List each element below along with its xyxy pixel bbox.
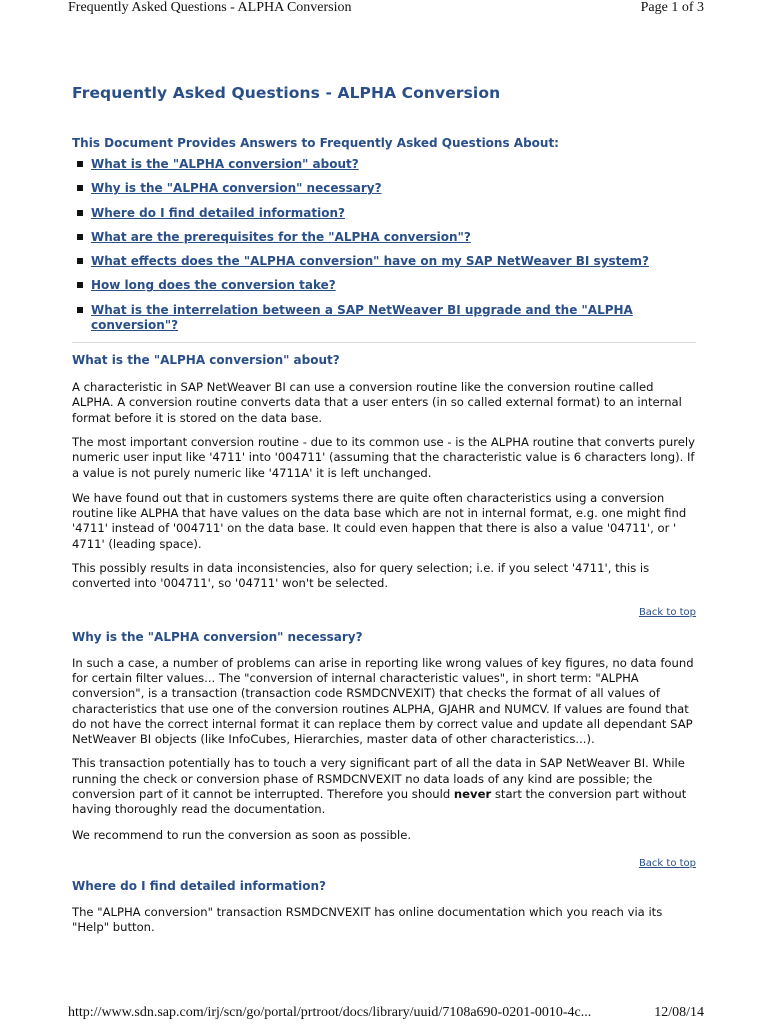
- page-title: Frequently Asked Questions - ALPHA Conversion: [72, 84, 501, 102]
- print-header: [68, 0, 704, 20]
- table-of-contents: [72, 157, 696, 333]
- paragraph: We have found out that in customers systems there are quite often characteristics using a conversion routine like ALPHA that have values on the data base which are not in internal format, e.g. one might find '4711' instead of '004711' on the data base. It could even happen that there is also a value '04711', or ' 4711' (leading space).: [72, 490, 687, 551]
- toc-item: [72, 181, 696, 196]
- section-heading-alpha-about: What is the "ALPHA conversion" about?: [72, 353, 340, 368]
- print-header-title: Frequently Asked Questions - ALPHA Conversion: [68, 0, 352, 15]
- toc-item: [72, 206, 696, 221]
- paragraph: This possibly results in data inconsistencies, also for query selection; i.e. if you select '4711', this is converted into '004711', so '04711' won't be selected.: [72, 561, 650, 591]
- toc-link-alpha-necessary[interactable]: Why is the "ALPHA conversion" necessary?: [91, 181, 382, 196]
- back-to-top: [72, 858, 696, 869]
- square-bullet-icon: [77, 210, 83, 216]
- square-bullet-icon: [77, 234, 83, 240]
- section-heading-alpha-necessary: Why is the "ALPHA conversion" necessary?: [72, 629, 363, 644]
- paragraph-text: This transaction potentially has to touch a very significant part of all the data in SAP NetWeaver BI. While running the check or conversion phase of RSMDCNVEXIT no data loads of any kind are possible; the conversion part of it cannot be interrupted. Therefore you should: [72, 756, 685, 802]
- square-bullet-icon: [77, 307, 83, 313]
- toc-item: [72, 254, 696, 269]
- section-divider: [72, 342, 696, 343]
- back-to-top-link[interactable]: Back to top: [638, 857, 696, 869]
- print-header-page-number: Page 1 of 3: [640, 0, 704, 15]
- square-bullet-icon: [77, 185, 83, 191]
- paragraph: In such a case, a number of problems can arise in reporting like wrong values of key figures, no data found for certain filter values... The "conversion of internal characteristic values", in short term: "ALPHA conversion", is a transaction (transaction code RSMDCNVEXIT) that checks the format of all values of characteristics that use one of the conversion routines ALPHA, GJAHR and NUMCV. If values are found that do not have the correct internal format it can replace them by correct value and update all dependant SAP NetWeaver BI objects (like InfoCubes, Hierarchies, master data of other characteristics...).: [72, 655, 694, 747]
- print-footer-url: http://www.sdn.sap.com/irj/scn/go/portal/prtroot/docs/library/uuid/7108a690-0201-0010-4c...: [68, 1005, 592, 1020]
- paragraph: We recommend to run the conversion as soon as possible.: [72, 827, 412, 842]
- toc-link-effects[interactable]: What effects does the "ALPHA conversion" have on my SAP NetWeaver BI system?: [91, 254, 649, 269]
- document-body: [72, 84, 696, 936]
- toc-link-prerequisites[interactable]: What are the prerequisites for the "ALPHA conversion"?: [91, 229, 471, 244]
- toc-link-alpha-about[interactable]: What is the "ALPHA conversion" about?: [91, 157, 359, 171]
- toc-item: [72, 278, 696, 293]
- paragraph: The "ALPHA conversion" transaction RSMDCNVEXIT has online documentation which you reach via its "Help" button.: [72, 904, 663, 935]
- square-bullet-icon: [77, 282, 83, 288]
- print-footer-date: 12/08/14: [654, 1005, 704, 1020]
- print-footer: [68, 1005, 704, 1024]
- back-to-top: [72, 607, 696, 618]
- paragraph: A characteristic in SAP NetWeaver BI can use a conversion routine like the conversion routine called ALPHA. A conversion routine converts data that a user enters (in so called external format) to an internal format before it is stored on the data base.: [72, 380, 682, 425]
- paragraph: The most important conversion routine - due to its common use - is the ALPHA routine that converts purely numeric user input like '4711' into '004711' (assuming that the characteristic value is 6 characters long). If a value is not purely numeric like '4711A' it is left unchanged.: [72, 434, 695, 480]
- back-to-top-link[interactable]: Back to top: [638, 606, 696, 618]
- paragraph: [72, 756, 696, 817]
- square-bullet-icon: [77, 258, 83, 264]
- toc-item: [72, 157, 696, 172]
- toc-item: [72, 230, 696, 245]
- toc-item: [72, 303, 696, 333]
- paragraph-text: start the conversion part without having thoroughly read the documentation.: [72, 787, 687, 817]
- section-heading-detailed-info: Where do I find detailed information?: [72, 878, 326, 893]
- toc-link-detailed-info[interactable]: Where do I find detailed information?: [91, 205, 345, 220]
- square-bullet-icon: [77, 161, 83, 167]
- toc-intro: This Document Provides Answers to Frequently Asked Questions About:: [72, 136, 559, 150]
- toc-link-duration[interactable]: How long does the conversion take?: [91, 278, 336, 293]
- toc-link-upgrade-interrelation[interactable]: What is the interrelation between a SAP NetWeaver BI upgrade and the "ALPHA conversion"?: [91, 302, 633, 332]
- emphasis-never: never: [453, 787, 492, 802]
